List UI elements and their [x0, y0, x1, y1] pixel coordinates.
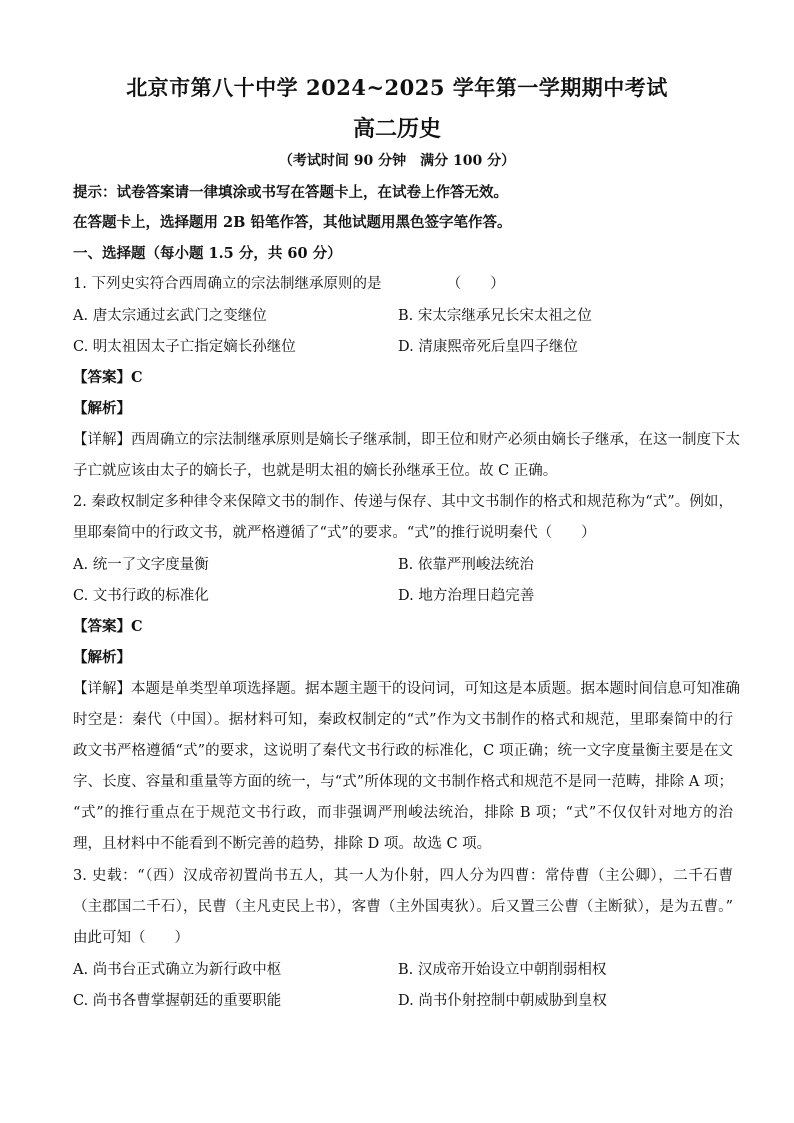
- question-2-detail-line-2: 时空是：秦代（中国）。据材料可知，秦政权制定的“式”作为文书制作的格式和规范，里耶秦简中的行: [73, 712, 733, 728]
- question-2-detail-line-4: 字、长度、容量和重量等方面的统一，与“式”所体现的文书制作格式和规范不是同一范畴，排除 A 项；: [73, 774, 733, 790]
- question-1-option-d: D. 清康熙帝死后皇四子继位: [398, 339, 578, 355]
- question-3-option-c: C. 尚书各曹掌握朝廷的重要职能: [73, 993, 282, 1009]
- question-3-option-a: A. 尚书台正式确立为新行政中枢: [73, 962, 282, 978]
- section-title: 一、选择题（每小题 1.5 分，共 60 分）: [73, 245, 342, 262]
- question-2-detail-line-6: 理，且材料中不能看到不断完善的趋势，排除 D 项。故选 C 项。: [73, 836, 492, 852]
- question-3-stem-line-3: 由此可知（ ）: [73, 930, 189, 946]
- question-3-option-b: B. 汉成帝开始设立中朝削弱相权: [398, 962, 607, 978]
- question-1-option-b: B. 宋太宗继承兄长宋太祖之位: [398, 308, 592, 324]
- question-2-answer: 【答案】C: [73, 618, 143, 635]
- question-2-stem-line-1: 2. 秦政权制定多种律令来保障文书的制作、传递与保存、其中文书制作的格式和规范称为“式”。例如，: [73, 494, 733, 510]
- question-2-option-a: A. 统一了文字度量衡: [73, 557, 209, 573]
- question-2-detail-line-1: 【详解】本题是单类型单项选择题。据本题主题干的设问词，可知这是本质题。据本题时间信息可知准确: [73, 681, 740, 697]
- question-1-option-c: C. 明太祖因太子亡指定嫡长孙继位: [73, 339, 296, 355]
- question-1-analysis-label: 【解析】: [73, 400, 131, 417]
- notice-line-2: 在答题卡上，选择题用 2B 铅笔作答，其他试题用黑色签字笔作答。: [73, 214, 512, 231]
- question-3-option-d: D. 尚书仆射控制中朝威胁到皇权: [398, 993, 607, 1009]
- exam-title: 北京市第八十中学 2024~2025 学年第一学期期中考试: [126, 75, 668, 100]
- exam-info: （考试时间 90 分钟 满分 100 分）: [278, 153, 516, 169]
- question-3-stem-line-1: 3. 史载：“（西）汉成帝初置尚书五人，其一人为仆射，四人分为四曹：常侍曹（主公卿），二千石曹: [73, 868, 733, 884]
- question-2-detail-line-5: “式”的推行重点在于规范文书行政，而非强调严刑峻法统治，排除 B 项；“式”不仅仅针对地方的治: [73, 805, 733, 821]
- question-1-answer: 【答案】C: [73, 369, 143, 386]
- question-1-detail-line-2: 子亡就应该由太子的嫡长子，也就是明太祖的嫡长孙继承王位。故 C 正确。: [73, 463, 558, 479]
- question-2-option-b: B. 依靠严刑峻法统治: [398, 557, 534, 573]
- question-2-option-c: C. 文书行政的标准化: [73, 588, 209, 604]
- subject-title: 高二历史: [352, 116, 441, 142]
- notice-line-1: 提示：试卷答案请一律填涂或书写在答题卡上，在试卷上作答无效。: [73, 184, 508, 201]
- question-2-option-d: D. 地方治理日趋完善: [398, 588, 535, 604]
- question-1-option-a: A. 唐太宗通过玄武门之变继位: [73, 308, 267, 324]
- question-1-stem: 1. 下列史实符合西周确立的宗法制继承原则的是 （ ）: [73, 276, 505, 292]
- question-1-detail-line-1: 【详解】西周确立的宗法制继承原则是嫡长子继承制，即王位和财产必须由嫡长子继承，在这一制度下太: [73, 432, 740, 448]
- question-3-stem-line-2: （主郡国二千石），民曹（主凡吏民上书），客曹（主外国夷狄）。后又置三公曹（主断狱），是为五曹。”: [73, 899, 733, 915]
- question-2-stem-line-2: 里耶秦简中的行政文书，就严格遵循了“式”的要求。“式”的推行说明秦代（ ）: [73, 525, 596, 541]
- question-2-analysis-label: 【解析】: [73, 649, 131, 666]
- question-2-detail-line-3: 政文书严格遵循“式”的要求，这说明了秦代文书行政的标准化，C 项正确；统一文字度量衡主要是在文: [73, 743, 733, 759]
